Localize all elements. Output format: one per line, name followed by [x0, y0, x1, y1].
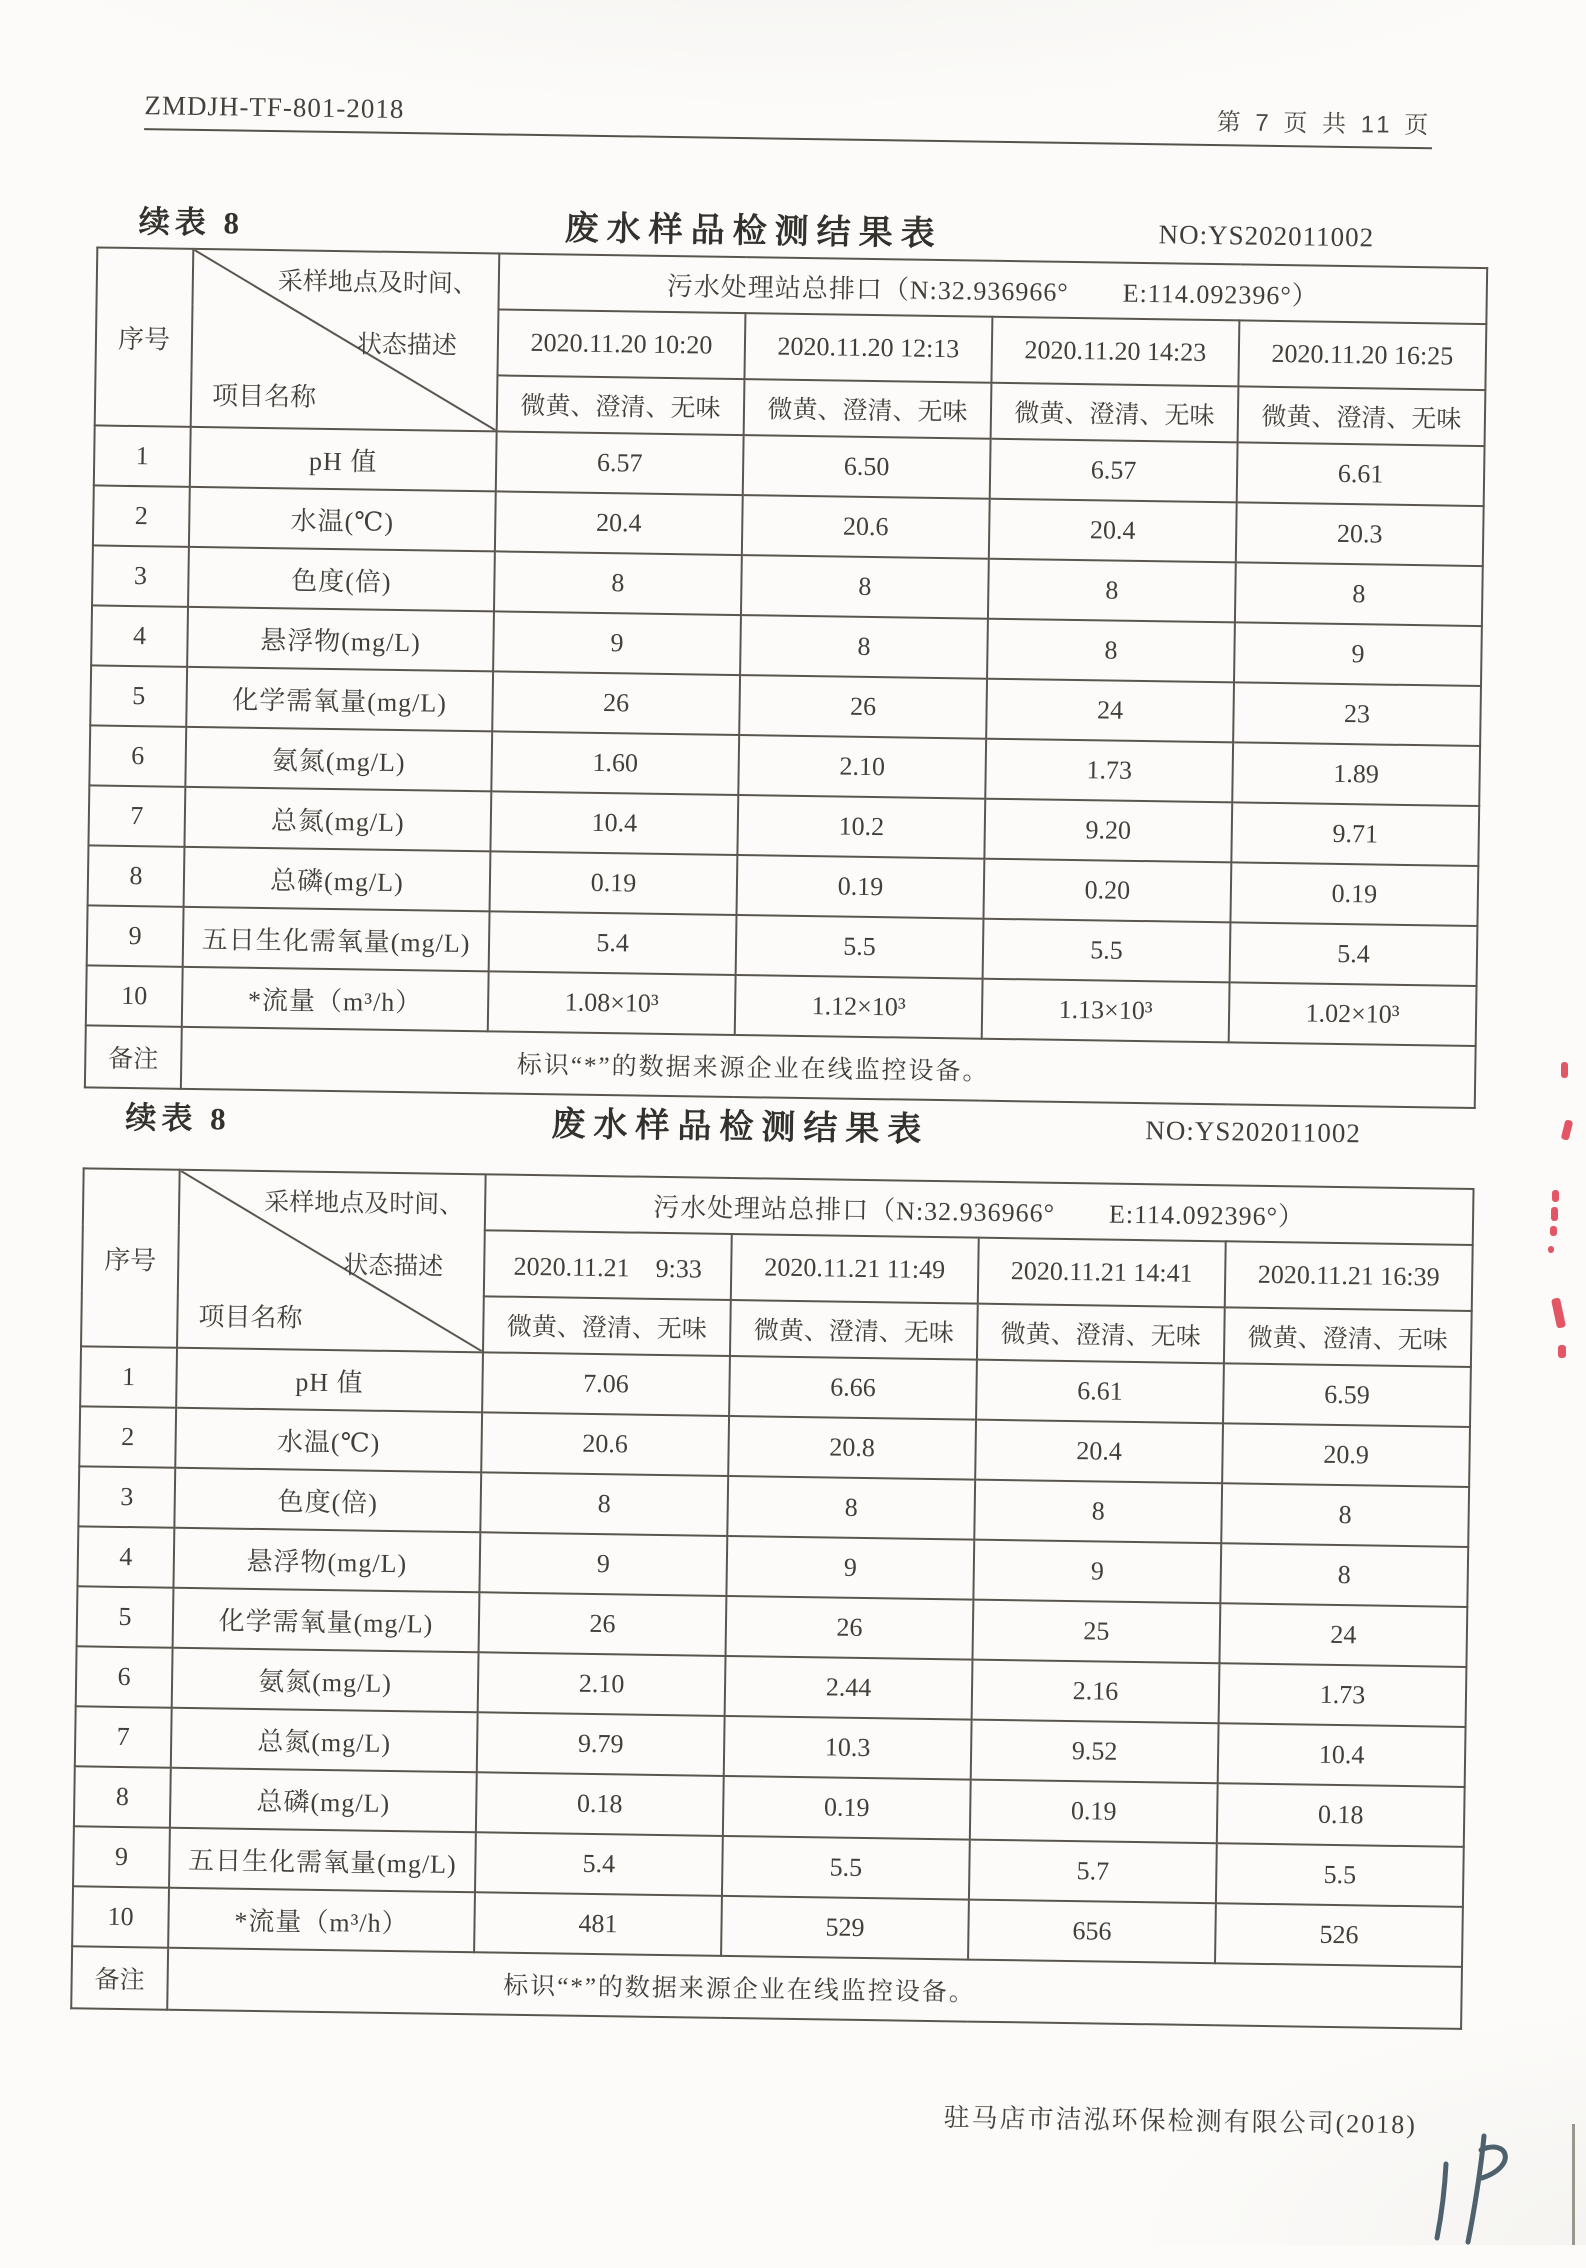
value-cell: 6.66: [729, 1356, 977, 1420]
param-name-cell: 总氮(mg/L): [171, 1708, 478, 1773]
param-name-cell: 悬浮物(mg/L): [187, 607, 494, 672]
value-cell: 0.20: [983, 859, 1231, 923]
value-cell: 5.5: [736, 915, 984, 979]
value-cell: 20.4: [975, 1420, 1223, 1484]
value-cell: 2.16: [972, 1660, 1220, 1724]
value-cell: 526: [1215, 1903, 1463, 1967]
page-number: 第 7 页 共 11 页: [1216, 109, 1433, 140]
value-cell: 20.8: [728, 1416, 976, 1480]
status-cell: 微黄、澄清、无味: [1224, 1307, 1472, 1367]
value-cell: 6.50: [743, 435, 991, 499]
value-cell: 7.06: [482, 1352, 730, 1416]
value-cell: 5.5: [722, 1836, 970, 1900]
status-cell: 微黄、澄清、无味: [744, 379, 992, 439]
value-cell: 9.52: [971, 1720, 1219, 1784]
value-cell: 20.9: [1222, 1423, 1470, 1487]
value-cell: 10.3: [724, 1716, 972, 1780]
row-number-cell: 3: [92, 545, 189, 606]
status-cell: 微黄、澄清、无味: [991, 383, 1239, 443]
value-cell: 8: [1220, 1543, 1468, 1607]
value-cell: 0.19: [737, 855, 985, 919]
param-name-cell: 水温(℃): [175, 1408, 482, 1473]
value-cell: 6.59: [1223, 1363, 1471, 1427]
value-cell: 20.4: [989, 499, 1237, 563]
param-name-cell: 悬浮物(mg/L): [173, 1528, 480, 1593]
status-cell: 微黄、澄清、无味: [483, 1296, 731, 1356]
row-number-cell: 10: [86, 965, 183, 1026]
status-cell: 微黄、澄清、无味: [977, 1304, 1225, 1364]
param-name-cell: *流量（m³/h）: [182, 967, 489, 1032]
row-number-cell: 1: [94, 425, 191, 486]
value-cell: 8: [494, 551, 742, 615]
value-cell: 2.10: [478, 1652, 726, 1716]
corner-cell: [177, 1170, 486, 1353]
param-name-cell: 总氮(mg/L): [184, 787, 491, 852]
red-margin-mark: [1551, 1207, 1558, 1221]
value-cell: 26: [479, 1592, 727, 1656]
param-name-cell: *流量（m³/h）: [168, 1888, 475, 1953]
value-cell: 9.79: [477, 1712, 725, 1776]
value-cell: 8: [974, 1480, 1222, 1544]
value-cell: 1.60: [491, 731, 739, 795]
param-name-cell: pH 值: [190, 427, 497, 492]
table2-caption-prefix: 续表 8: [125, 1099, 231, 1137]
value-cell: 26: [726, 1596, 974, 1660]
value-cell: 9: [973, 1540, 1221, 1604]
table1-title: 废水样品检测结果表: [564, 210, 943, 254]
value-cell: 10.4: [1218, 1723, 1466, 1787]
value-cell: 5.7: [969, 1840, 1217, 1904]
value-cell: 2.44: [725, 1656, 973, 1720]
row-number-cell: 2: [79, 1406, 176, 1467]
param-name-cell: 总磷(mg/L): [170, 1768, 477, 1833]
note-text-cell: 标识“*”的数据来源企业在线监控设备。: [181, 1027, 1476, 1108]
param-name-cell: 总磷(mg/L): [184, 847, 491, 912]
note-label-cell: 备注: [85, 1025, 182, 1088]
page-header: [144, 86, 1433, 149]
results-table-2: [70, 1167, 1474, 2030]
row-number-cell: 9: [87, 905, 184, 966]
corner-label-top: 采样地点及时间、: [263, 1189, 465, 1220]
table1-report-no: NO:YS202011002: [1158, 219, 1375, 253]
red-margin-mark: [1552, 1190, 1559, 1202]
corner-label-bottom: 项目名称: [211, 381, 317, 412]
handwritten-mark: [1418, 2130, 1528, 2245]
value-cell: 2.10: [738, 735, 986, 799]
value-cell: 8: [988, 559, 1236, 623]
value-cell: 9: [493, 611, 741, 675]
red-margin-mark: [1561, 1062, 1568, 1078]
value-cell: 5.5: [1216, 1843, 1464, 1907]
value-cell: 5.4: [489, 911, 737, 975]
seq-header-cell: 序号: [81, 1168, 180, 1347]
row-number-cell: 8: [88, 845, 185, 906]
note-label-cell: 备注: [71, 1946, 168, 2009]
datetime-cell: 2020.11.20 16:25: [1238, 320, 1486, 390]
header-row: [83, 1168, 1474, 1245]
value-cell: 6.61: [1237, 442, 1485, 506]
value-cell: 1.89: [1232, 742, 1480, 806]
value-cell: 24: [1219, 1603, 1467, 1667]
datetime-cell: 2020.11.21 11:49: [731, 1234, 979, 1304]
value-cell: 0.19: [970, 1780, 1218, 1844]
param-name-cell: pH 值: [176, 1348, 483, 1413]
value-cell: 1.73: [1219, 1663, 1467, 1727]
value-cell: 8: [987, 619, 1235, 683]
datetime-cell: 2020.11.21 9:33: [484, 1230, 732, 1300]
value-cell: 0.18: [1217, 1783, 1465, 1847]
lab-name-footer: 驻马店市洁泓环保检测有限公司(2018): [943, 2103, 1418, 2140]
value-cell: 20.6: [481, 1412, 729, 1476]
value-cell: 9.71: [1231, 802, 1479, 866]
value-cell: 9: [726, 1536, 974, 1600]
row-number-cell: 3: [78, 1466, 175, 1527]
datetime-cell: 2020.11.20 10:20: [497, 309, 745, 379]
status-cell: 微黄、澄清、无味: [497, 375, 745, 435]
param-name-cell: 五日生化需氧量(mg/L): [183, 907, 490, 972]
row-number-cell: 10: [72, 1886, 169, 1947]
row-number-cell: 8: [74, 1766, 171, 1827]
value-cell: 8: [740, 615, 988, 679]
corner-label-bottom: 项目名称: [198, 1302, 303, 1333]
results-table-1: [84, 246, 1488, 1109]
value-cell: 1.08×10³: [488, 971, 736, 1035]
table1-caption-prefix: 续表 8: [138, 204, 245, 241]
datetime-cell: 2020.11.21 16:39: [1225, 1241, 1473, 1311]
row-number-cell: 7: [88, 785, 185, 846]
location-cell: 污水处理站总排口（N:32.936966° E:114.092396°）: [498, 253, 1487, 324]
row-number-cell: 4: [77, 1526, 174, 1587]
param-name-cell: 化学需氧量(mg/L): [173, 1588, 480, 1653]
value-cell: 20.6: [742, 495, 990, 559]
param-name-cell: 化学需氧量(mg/L): [186, 667, 493, 732]
corner-cell: [191, 249, 500, 432]
value-cell: 0.19: [1230, 862, 1478, 926]
param-name-cell: 色度(倍): [188, 547, 495, 612]
value-cell: 25: [972, 1600, 1220, 1664]
value-cell: 481: [474, 1892, 722, 1956]
param-name-cell: 氨氮(mg/L): [185, 727, 492, 792]
value-cell: 0.19: [723, 1776, 971, 1840]
row-number-cell: 9: [73, 1826, 170, 1887]
value-cell: 8: [1221, 1483, 1469, 1547]
value-cell: 26: [492, 671, 740, 735]
value-cell: 8: [480, 1472, 728, 1536]
row-number-cell: 5: [90, 665, 187, 726]
datetime-cell: 2020.11.20 12:13: [744, 313, 992, 383]
location-cell: 污水处理站总排口（N:32.936966° E:114.092396°）: [485, 1174, 1474, 1245]
corner-label-top: 采样地点及时间、: [277, 268, 479, 299]
value-cell: 529: [721, 1896, 969, 1960]
row-number-cell: 4: [91, 605, 188, 666]
value-cell: 5.4: [475, 1832, 723, 1896]
param-name-cell: 水温(℃): [189, 487, 496, 552]
status-cell: 微黄、澄清、无味: [730, 1300, 978, 1360]
value-cell: 8: [1235, 562, 1483, 626]
value-cell: 20.4: [495, 491, 743, 555]
corner-label-mid: 状态描述: [343, 1252, 444, 1281]
value-cell: 9: [1234, 622, 1482, 686]
param-name-cell: 色度(倍): [174, 1468, 481, 1533]
value-cell: 8: [727, 1476, 975, 1540]
document-code: ZMDJH-TF-801-2018: [144, 90, 405, 125]
status-cell: 微黄、澄清、无味: [1238, 386, 1486, 446]
note-text-cell: 标识“*”的数据来源企业在线监控设备。: [167, 1948, 1462, 2029]
red-margin-mark: [1548, 1246, 1554, 1253]
value-cell: 9: [479, 1532, 727, 1596]
value-cell: 1.02×10³: [1229, 982, 1477, 1046]
value-cell: 9.20: [984, 799, 1232, 863]
value-cell: 6.57: [990, 439, 1238, 503]
datetime-cell: 2020.11.20 14:23: [991, 317, 1239, 387]
value-cell: 1.73: [985, 739, 1233, 803]
red-margin-mark: [1550, 1226, 1557, 1236]
table2-report-no: NO:YS202011002: [1145, 1115, 1362, 1149]
row-number-cell: 6: [89, 725, 186, 786]
value-cell: 1.13×10³: [982, 979, 1230, 1043]
value-cell: 24: [986, 679, 1234, 743]
param-name-cell: 五日生化需氧量(mg/L): [169, 1828, 476, 1893]
param-name-cell: 氨氮(mg/L): [172, 1648, 479, 1713]
value-cell: 20.3: [1236, 502, 1484, 566]
corner-label-mid: 状态描述: [356, 331, 458, 360]
value-cell: 10.4: [490, 791, 738, 855]
table2-title: 废水样品检测结果表: [551, 1106, 930, 1149]
value-cell: 8: [741, 555, 989, 619]
page-edge-shadow: [1572, 2124, 1575, 2245]
value-cell: 10.2: [737, 795, 985, 859]
value-cell: 6.57: [496, 431, 744, 495]
value-cell: 1.12×10³: [735, 975, 983, 1039]
row-number-cell: 6: [76, 1646, 173, 1707]
value-cell: 5.5: [983, 919, 1231, 983]
value-cell: 656: [968, 1900, 1216, 1964]
row-number-cell: 2: [93, 485, 190, 546]
row-number-cell: 7: [75, 1706, 172, 1767]
value-cell: 26: [739, 675, 987, 739]
value-cell: 0.18: [476, 1772, 724, 1836]
datetime-cell: 2020.11.21 14:41: [978, 1238, 1226, 1308]
row-number-cell: 5: [77, 1586, 174, 1647]
row-number-cell: 1: [80, 1346, 177, 1407]
value-cell: 5.4: [1230, 922, 1478, 986]
value-cell: 0.19: [490, 851, 738, 915]
value-cell: 23: [1233, 682, 1481, 746]
seq-header-cell: 序号: [95, 247, 194, 426]
value-cell: 6.61: [976, 1360, 1224, 1424]
red-margin-mark: [1558, 1345, 1566, 1358]
